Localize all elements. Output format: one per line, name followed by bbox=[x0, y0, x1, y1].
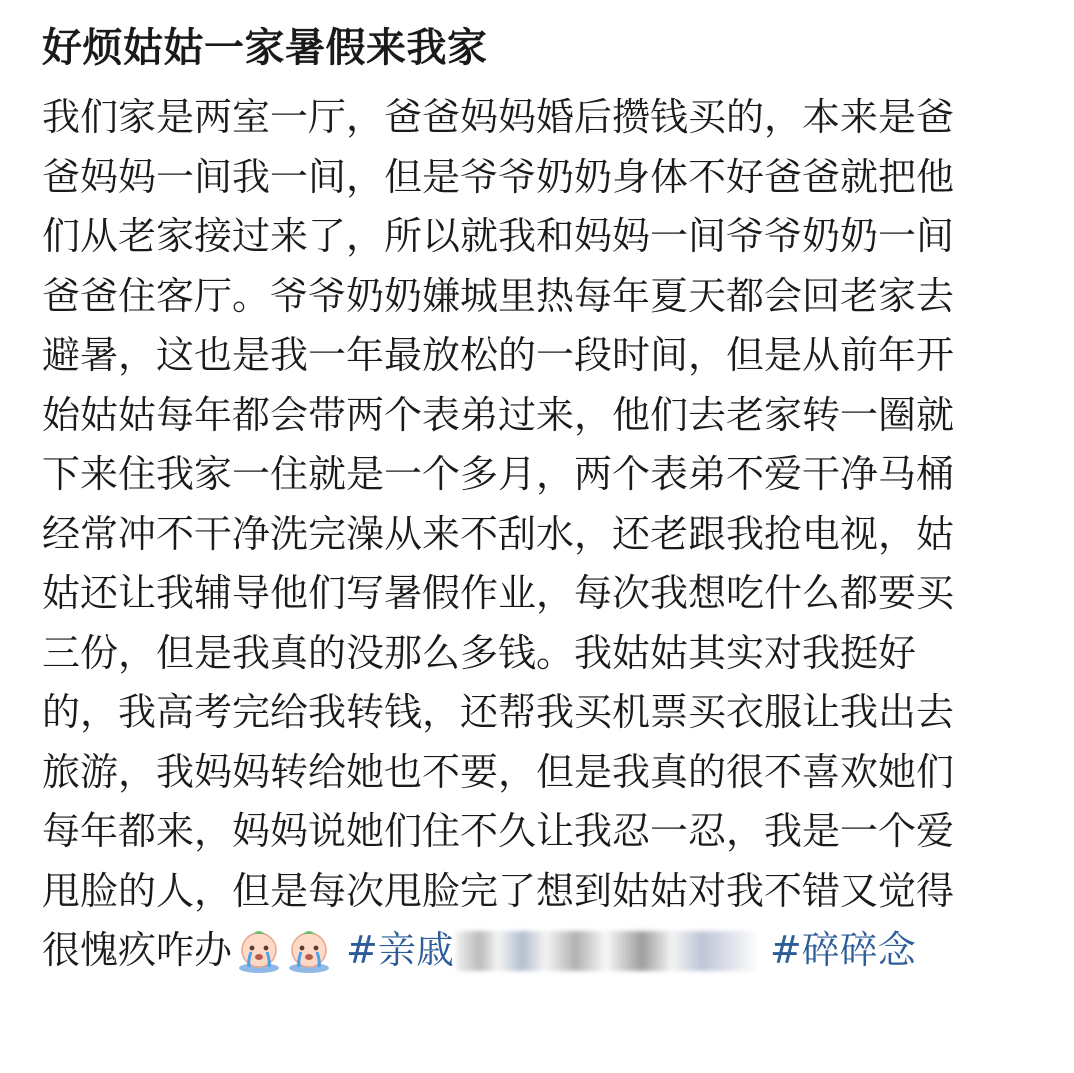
post bbox=[42, 20, 1032, 981]
body-line: 避暑，这也是我一年最放松的一段时间，但是从前年开 bbox=[42, 333, 955, 377]
body-line: 甩脸的人，但是每次甩脸完了想到姑姑对我不错又觉得 bbox=[42, 868, 955, 913]
hashtag-link[interactable]: #亲戚 bbox=[346, 928, 454, 972]
body-last-line bbox=[42, 921, 1032, 981]
body-line: 姑还让我辅导他们写暑假作业，每次我想吃什么都要买 bbox=[42, 571, 955, 615]
body-line: 三份，但是我真的没那么多钱。我姑姑其实对我挺好 bbox=[42, 630, 917, 675]
post-title: 好烦姑姑一家暑假来我家 bbox=[42, 25, 488, 71]
body-line: 始姑姑每年都会带两个表弟过来，他们去老家转一圈就 bbox=[42, 392, 955, 437]
body-line: 爸爸住客厅。爷爷奶奶嫌城里热每年夏天都会回老家去 bbox=[42, 273, 955, 318]
body-line: 我们家是两室一厅，爸爸妈妈婚后攒钱买的，本来是爸 bbox=[42, 95, 955, 139]
body-line: 经常冲不干净洗完澡从来不刮水，还老跟我抢电视，姑 bbox=[42, 511, 955, 556]
body-line: 们从老家接过来了，所以就我和妈妈一间爷爷奶奶一间 bbox=[42, 214, 955, 258]
body-line: 的，我高考完给我转钱，还帮我买机票买衣服让我出去 bbox=[42, 690, 955, 734]
crying-face-icon bbox=[236, 928, 282, 974]
post-body bbox=[42, 88, 1032, 981]
body-line: 下来住我家一住就是一个多月，两个表弟不爱干净马桶 bbox=[42, 452, 955, 496]
body-line: 爸妈妈一间我一间，但是爷爷奶奶身体不好爸爸就把他 bbox=[42, 154, 955, 199]
crying-face-icon bbox=[286, 928, 332, 974]
body-line: 很愧疚咋办 bbox=[42, 928, 233, 972]
hashtag-link[interactable]: #碎碎念 bbox=[769, 928, 916, 972]
body-line: 每年都来，妈妈说她们住不久让我忍一忍，我是一个爱 bbox=[42, 809, 955, 853]
blurred-hashtag bbox=[456, 931, 756, 971]
body-line: 旅游，我妈妈转给她也不要，但是我真的很不喜欢她们 bbox=[42, 749, 955, 794]
